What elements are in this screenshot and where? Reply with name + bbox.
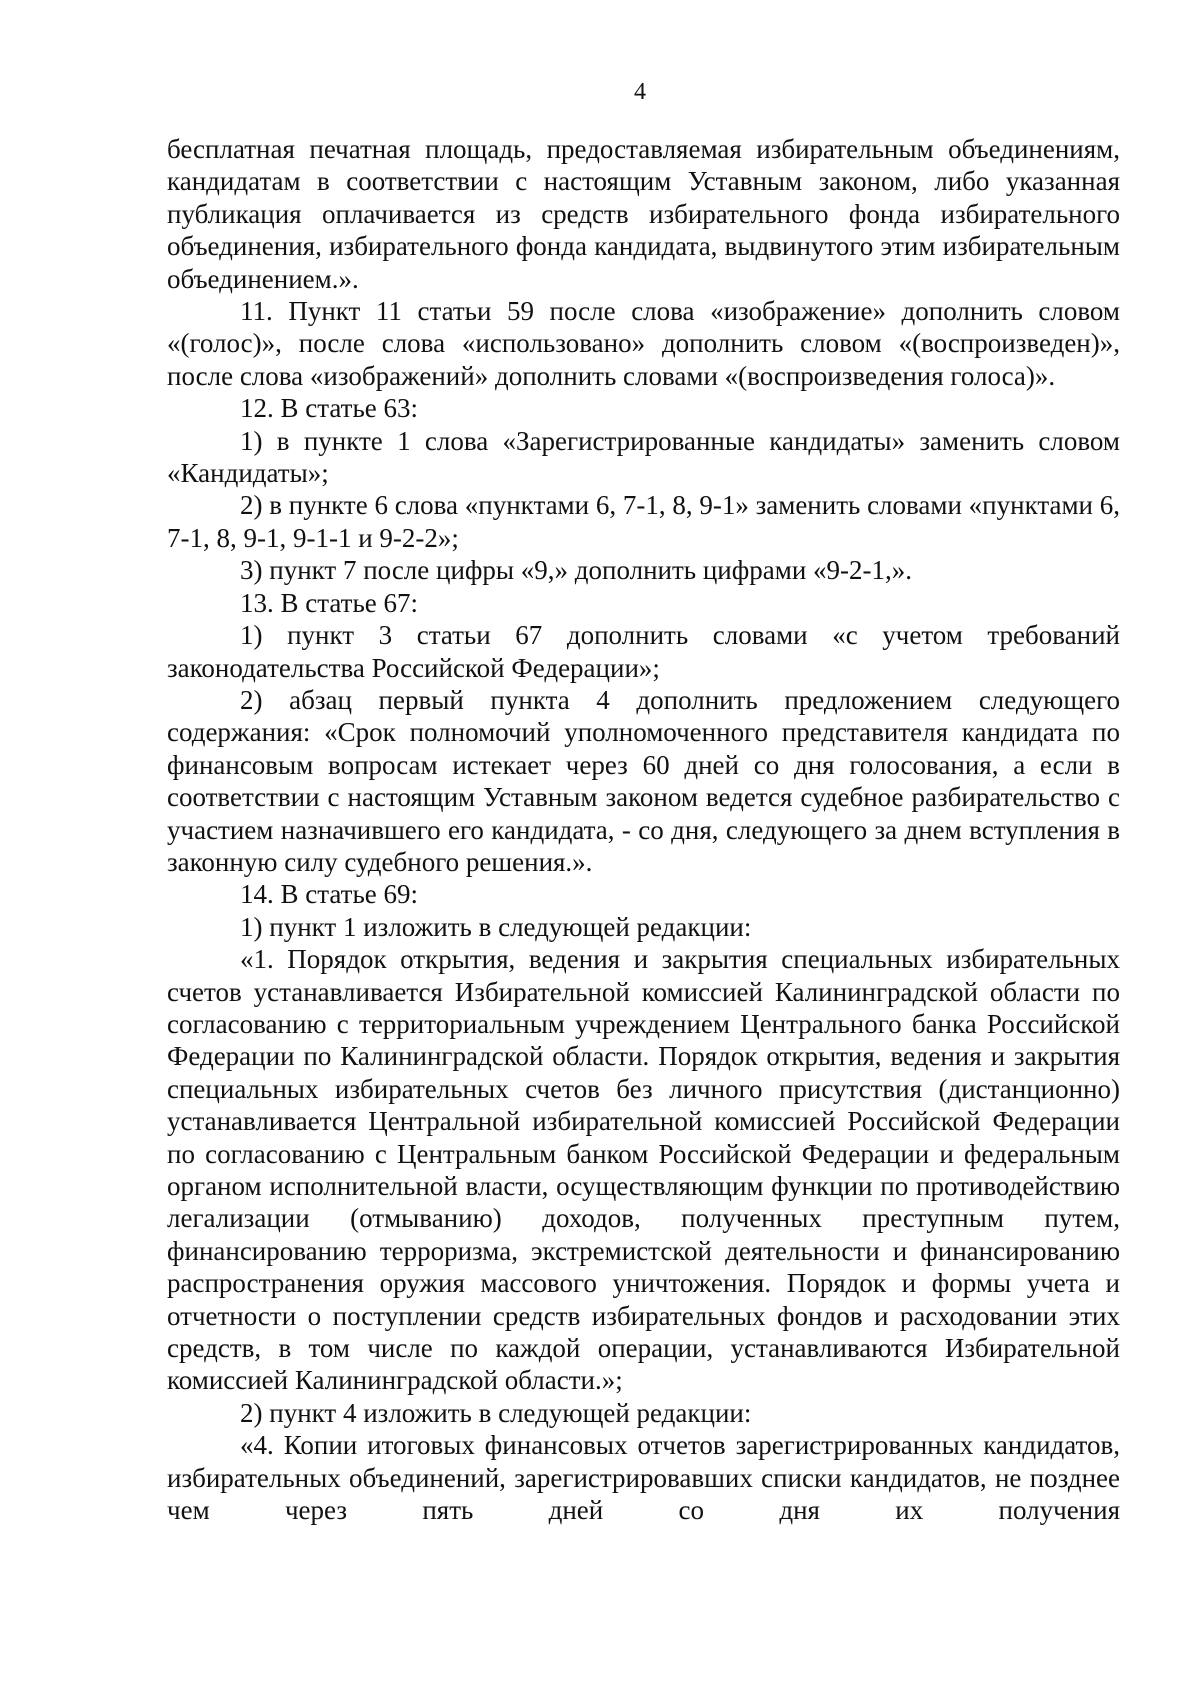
paragraph-item-12-sub-1: 1) в пункте 1 слова «Зарегистрированные кандидаты» заменить словом «Кандидаты»; <box>167 425 1120 489</box>
paragraph-item-13-sub-1: 1) пункт 3 статьи 67 дополнить словами «с учетом требований законодательства Российской Федерации»; <box>167 620 1120 683</box>
paragraph-item-14-sub-1: 1) пункт 1 изложить в следующей редакции: <box>240 911 752 942</box>
paragraph-item-14-heading: 14. В статье 69: <box>240 879 419 910</box>
paragraph-item-14-point-1-text: «1. Порядок открытия, ведения и закрытия специальных избирательных счетов устанавливается Избирательной комиссией Калининградской области по согласованию с территориальным учреждением Центрального банка Российской Федерации по Калининградской области. Порядок открытия, ведения и закрытия специальных избирательных счетов без личного присутствия (дистанционно) устанавливается Центральной избирательной комиссией Российской Федерации по согласованию с Центральным банком Российской Федерации и федеральным органом исполнительной власти, осуществляющим функции по противодействию легализации (отмыванию) доходов, полученных преступным путем, финансированию терроризма, экстремистской деятельности и финансированию распространения оружия массового уничтожения. Порядок и формы учета и отчетности о поступлении средств избирательных фондов и расходовании этих средств, в том числе по каждой операции, устанавливаются Избирательной комиссией Калининградской области.»; <box>167 944 1120 1396</box>
paragraph-item-12-sub-2: 2) в пункте 6 слова «пунктами 6, 7-1, 8, 9-1» заменить словами «пунктами 6, 7-1, 8, 9-1, 9-1-1 и 9-2-2»; <box>167 490 1120 553</box>
paragraph-continuation-free-print-space: бесплатная печатная площадь, предоставляемая избирательным объединениям, кандидатам в соответствии с настоящим Уставным законом, либо указанная публикация оплачивается из средств избирательного фонда избирательного объединения, избирательного фонда кандидата, выдвинутого этим избирательным объединением.». <box>167 134 1120 294</box>
paragraph-item-14-sub-2: 2) пункт 4 изложить в следующей редакции: <box>240 1397 752 1428</box>
page-number: 4 <box>634 79 646 105</box>
document-body <box>167 133 1120 1526</box>
paragraph-item-13-heading: 13. В статье 67: <box>240 587 419 618</box>
paragraph-item-14-point-4-text: «4. Копии итоговых финансовых отчетов зарегистрированных кандидатов, избирательных объединений, зарегистрировавших списки кандидатов, не позднее чем через пять дней со дня их получения <box>167 1430 1120 1526</box>
paragraph-item-13-sub-2: 2) абзац первый пункта 4 дополнить предложением следующего содержания: «Срок полномочий уполномоченного представителя кандидата по финансовым вопросам истекает через 60 дней со дня голосования, а если в соответствии с настоящим Уставным законом ведется судебное разбирательство с участием назначившего его кандидата, - со дня, следующего за днем вступления в законную силу судебного решения.». <box>167 684 1120 877</box>
paragraph-item-12-sub-3: 3) пункт 7 после цифры «9,» дополнить цифрами «9-2-1,». <box>240 555 913 586</box>
paragraph-item-12-heading: 12. В статье 63: <box>240 393 419 424</box>
paragraph-item-11: 11. Пункт 11 статьи 59 после слова «изображение» дополнить словом «(голос)», после слова «использовано» дополнить словом «(воспроизведен)», после слова «изображений» дополнить словами «(воспроизведения голоса)». <box>167 296 1120 391</box>
